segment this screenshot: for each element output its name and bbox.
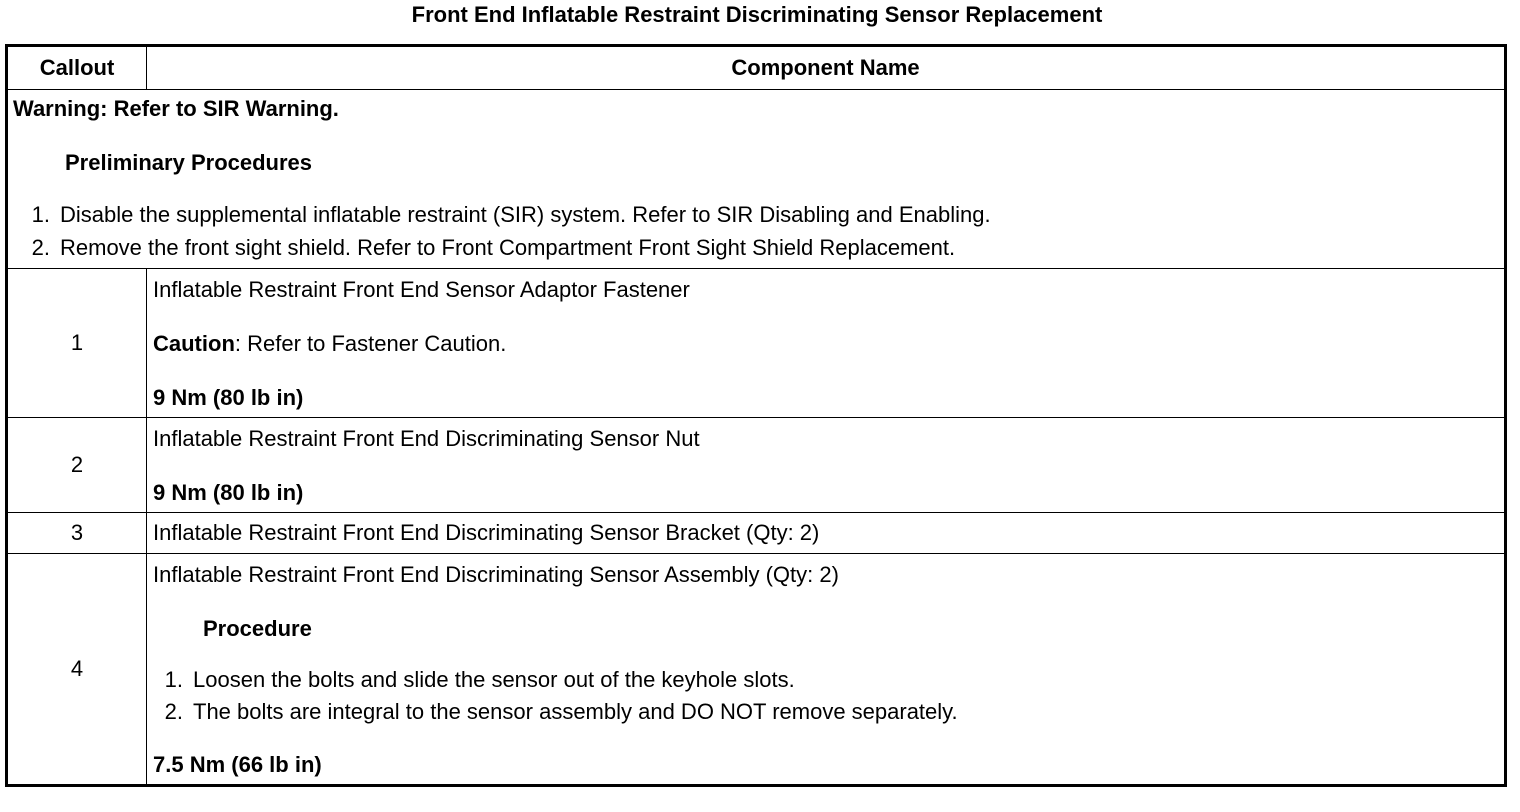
list-item (13, 231, 1499, 264)
table-row (7, 513, 1506, 554)
component-name: Inflatable Restraint Front End Discriminating Sensor Assembly (Qty: 2) (153, 562, 839, 587)
procedure-steps (153, 664, 1498, 728)
torque-spec: 9 Nm (80 lb in) (153, 480, 304, 505)
caution-line (153, 331, 1498, 357)
step-number: 1. (164, 667, 183, 692)
preliminary-cell (7, 90, 1506, 269)
preliminary-row (7, 90, 1506, 269)
callout-cell: 3 (7, 513, 147, 554)
table-row (7, 554, 1506, 786)
step-text: The bolts are integral to the sensor assembly and DO NOT remove separately. (193, 699, 958, 724)
component-name: Inflatable Restraint Front End Discriminating Sensor Bracket (Qty: 2) (153, 520, 820, 545)
list-item (13, 198, 1499, 231)
torque-spec: 9 Nm (80 lb in) (153, 385, 304, 410)
step-number: 2. (31, 235, 50, 260)
component-name: Inflatable Restraint Front End Sensor Adaptor Fastener (153, 277, 690, 302)
component-name: Inflatable Restraint Front End Discriminating Sensor Nut (153, 426, 700, 451)
procedure-heading: Procedure (203, 616, 312, 641)
list-item (153, 696, 1498, 728)
header-callout: Callout (7, 46, 147, 90)
callout-cell: 1 (7, 269, 147, 418)
page-title: Front End Inflatable Restraint Discriminating Sensor Replacement (411, 2, 1103, 27)
step-text: Remove the front sight shield. Refer to Front Compartment Front Sight Shield Replacement. (60, 235, 956, 260)
component-cell (147, 513, 1506, 554)
list-item (153, 664, 1498, 696)
component-table (5, 44, 1507, 787)
step-text: Disable the supplemental inflatable restraint (SIR) system. Refer to SIR Disabling and Enabling. (60, 202, 991, 227)
sir-warning: Warning: Refer to SIR Warning. (13, 96, 339, 121)
preliminary-heading: Preliminary Procedures (65, 150, 313, 175)
component-cell (147, 554, 1506, 786)
table-row (7, 269, 1506, 418)
step-number: 2. (164, 699, 183, 724)
caution-label: Caution (153, 331, 235, 356)
step-text: Loosen the bolts and slide the sensor out of the keyhole slots. (193, 667, 795, 692)
table-row (7, 418, 1506, 513)
component-cell (147, 418, 1506, 513)
preliminary-steps (13, 198, 1499, 264)
step-number: 1. (31, 202, 50, 227)
callout-cell: 4 (7, 554, 147, 786)
table-header-row (7, 46, 1506, 90)
torque-spec: 7.5 Nm (66 lb in) (153, 752, 322, 777)
caution-text: : Refer to Fastener Caution. (234, 331, 507, 356)
callout-cell: 2 (7, 418, 147, 513)
header-component-name: Component Name (147, 46, 1506, 90)
component-cell (147, 269, 1506, 418)
